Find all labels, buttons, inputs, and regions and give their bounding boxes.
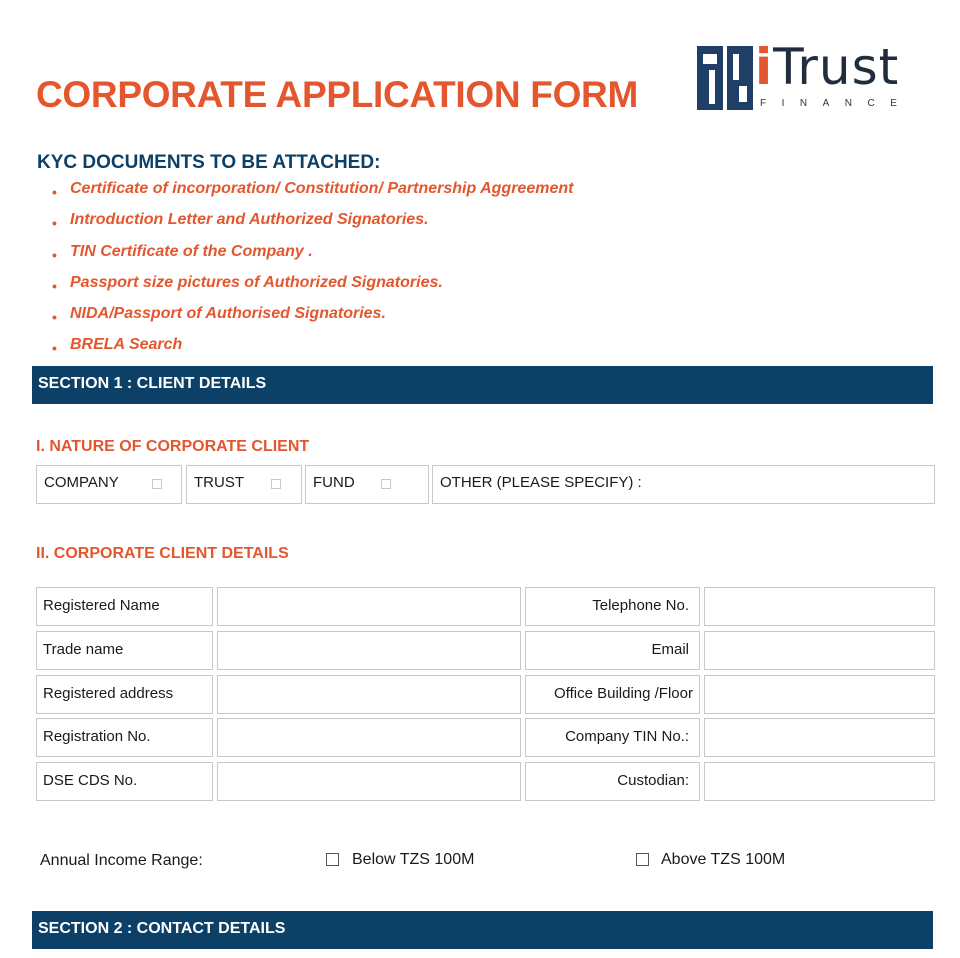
client-details-heading: II. CORPORATE CLIENT DETAILS bbox=[36, 545, 289, 562]
nature-other-label: OTHER (PLEASE SPECIFY) : bbox=[440, 474, 642, 491]
email-field[interactable] bbox=[704, 631, 935, 670]
bullet-icon: • bbox=[52, 246, 57, 263]
registration-no-label: Registration No. bbox=[36, 718, 213, 757]
page-title: CORPORATE APPLICATION FORM bbox=[36, 74, 638, 115]
dse-cds-label: DSE CDS No. bbox=[36, 762, 213, 801]
checkbox-below-100m[interactable] bbox=[326, 853, 339, 866]
telephone-label: Telephone No. bbox=[525, 587, 700, 626]
nature-heading: I. NATURE OF CORPORATE CLIENT bbox=[36, 438, 310, 455]
nature-option-label: FUND bbox=[313, 474, 355, 491]
registration-no-field[interactable] bbox=[217, 718, 521, 757]
company-tin-field[interactable] bbox=[704, 718, 935, 757]
telephone-field[interactable] bbox=[704, 587, 935, 626]
trade-name-label: Trade name bbox=[36, 631, 213, 670]
kyc-document-list bbox=[52, 180, 573, 368]
registered-address-label: Registered address bbox=[36, 675, 213, 714]
nature-option-company[interactable] bbox=[36, 465, 182, 504]
kyc-heading: KYC DOCUMENTS TO BE ATTACHED: bbox=[37, 152, 381, 173]
list-item: • Introduction Letter and Authorized Signatories. bbox=[52, 211, 573, 242]
section-2-header: SECTION 2 : CONTACT DETAILS bbox=[32, 911, 933, 949]
list-item: • NIDA/Passport of Authorised Signatories. bbox=[52, 305, 573, 336]
list-item: • TIN Certificate of the Company . bbox=[52, 243, 573, 274]
checkbox-fund[interactable] bbox=[381, 479, 391, 489]
custodian-label: Custodian: bbox=[525, 762, 700, 801]
bullet-icon: • bbox=[52, 215, 57, 232]
below-100m-label: Below TZS 100M bbox=[352, 851, 475, 868]
nature-option-fund[interactable] bbox=[305, 465, 429, 504]
bullet-icon: • bbox=[52, 309, 57, 326]
above-100m-label: Above TZS 100M bbox=[661, 851, 786, 868]
nature-option-label: COMPANY bbox=[44, 474, 119, 491]
registered-address-field[interactable] bbox=[217, 675, 521, 714]
list-item: • BRELA Search bbox=[52, 336, 573, 367]
registered-name-label: Registered Name bbox=[36, 587, 213, 626]
logo-tagline: FINANCE bbox=[760, 98, 913, 109]
logo-wordmark: iTrust bbox=[755, 38, 900, 96]
nature-option-other[interactable] bbox=[432, 465, 935, 504]
checkbox-company[interactable] bbox=[152, 479, 162, 489]
email-label: Email bbox=[525, 631, 700, 670]
bullet-icon: • bbox=[52, 277, 57, 294]
list-item: • Certificate of incorporation/ Constitution/ Partnership Aggreement bbox=[52, 180, 573, 211]
registered-name-field[interactable] bbox=[217, 587, 521, 626]
office-building-field[interactable] bbox=[704, 675, 935, 714]
income-range-label: Annual Income Range: bbox=[40, 852, 203, 869]
nature-option-label: TRUST bbox=[194, 474, 244, 491]
itrust-logo bbox=[697, 38, 929, 114]
section-1-header: SECTION 1 : CLIENT DETAILS bbox=[32, 366, 933, 404]
bullet-icon: • bbox=[52, 184, 57, 200]
custodian-field[interactable] bbox=[704, 762, 935, 801]
company-tin-label: Company TIN No.: bbox=[525, 718, 700, 757]
dse-cds-field[interactable] bbox=[217, 762, 521, 801]
logo-mark-icon bbox=[697, 46, 753, 110]
checkbox-above-100m[interactable] bbox=[636, 853, 649, 866]
bullet-icon: • bbox=[52, 340, 57, 357]
nature-option-trust[interactable] bbox=[186, 465, 302, 504]
list-item: • Passport size pictures of Authorized Signatories. bbox=[52, 274, 573, 305]
checkbox-trust[interactable] bbox=[271, 479, 281, 489]
office-building-label: Office Building /Floor bbox=[525, 675, 700, 714]
trade-name-field[interactable] bbox=[217, 631, 521, 670]
